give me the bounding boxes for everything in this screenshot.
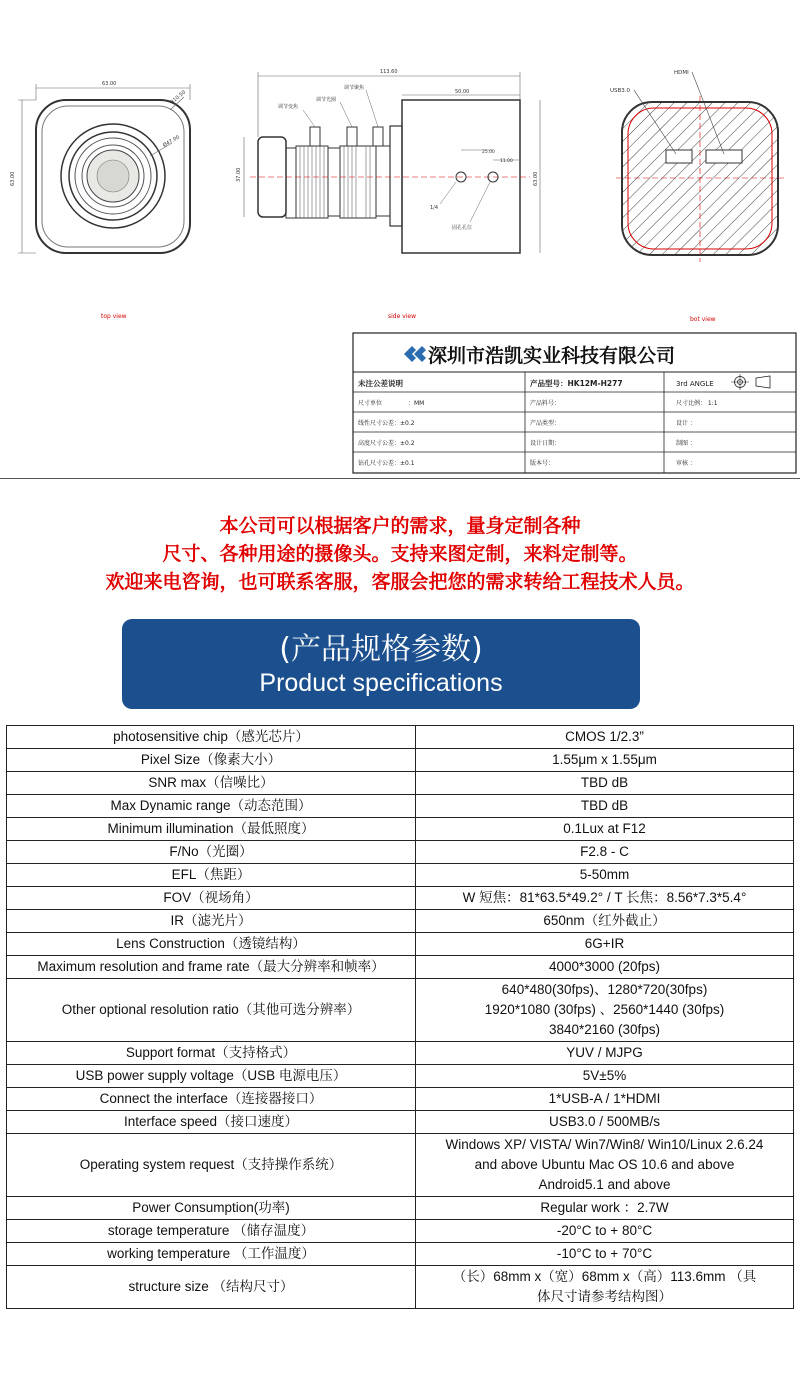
spec-key: Max Dynamic range（动态范围） (7, 795, 416, 818)
spec-key: IR（滤光片） (7, 910, 416, 933)
custom-notice (0, 512, 800, 596)
spec-key: Support format（支持格式） (7, 1042, 416, 1065)
spec-key: FOV（视场角） (7, 887, 416, 910)
tb-part-no: 产品料号： (530, 400, 561, 407)
side-label-thread: 1/4 (430, 205, 439, 211)
table-row (7, 1266, 794, 1309)
spec-value: YUV / MJPG (416, 1042, 794, 1065)
spec-key: USB power supply voltage（USB 电源电压） (7, 1065, 416, 1088)
spec-table (6, 725, 794, 1309)
spec-value: TBD dB (416, 772, 794, 795)
side-dim-hole-offset: 11.00 (500, 159, 513, 164)
spec-key: SNR max（信噪比） (7, 772, 416, 795)
top-dim-height: 63.00 (10, 171, 16, 186)
table-row (7, 979, 794, 1042)
tb-angle: 3rd ANGLE (676, 380, 714, 388)
spec-key: storage temperature （储存温度） (7, 1220, 416, 1243)
table-row (7, 1088, 794, 1111)
table-row (7, 1243, 794, 1266)
spec-value: Regular work ：2.7W (416, 1197, 794, 1220)
spec-value: 650nm（红外截止） (416, 910, 794, 933)
section-divider (0, 478, 800, 479)
top-dim-width: 63.00 (102, 81, 117, 87)
side-label-hole: 固孔孔位 (452, 225, 473, 231)
table-row (7, 956, 794, 979)
table-row (7, 1197, 794, 1220)
table-row (7, 841, 794, 864)
notice-line-1: 本公司可以根据客户的需求，量身定制各种 (219, 515, 581, 537)
side-dim-height: 37.00 (236, 167, 242, 182)
company-name: 深圳市浩凯实业科技有限公司 (428, 345, 676, 367)
table-row (7, 910, 794, 933)
spec-value: 5V±5% (416, 1065, 794, 1088)
tb-reviewer: 审核 ： (676, 460, 696, 467)
table-row (7, 795, 794, 818)
tb-design-date: 设计日期： (530, 440, 561, 447)
side-label-aperture: 调节光圈 (316, 97, 337, 103)
tb-version: 版本号： (530, 460, 555, 467)
spec-key: working temperature （工作温度） (7, 1243, 416, 1266)
title-block (353, 333, 796, 473)
spec-key: Pixel Size（像素大小） (7, 749, 416, 772)
tb-height-tol: 高度尺寸公差：±0.2 (358, 440, 415, 447)
spec-value: CMOS 1/2.3” (416, 726, 794, 749)
side-dim-body-height: 63.00 (533, 171, 539, 186)
spec-value: F2.8 - C (416, 841, 794, 864)
notice-line-2: 尺寸、各种用途的摄像头。支持来图定制，来料定制等。 (162, 543, 638, 565)
table-row (7, 864, 794, 887)
table-row (7, 749, 794, 772)
tb-product-type: 产品类型： (530, 420, 561, 427)
tb-linear-tol: 线性尺寸公差：±0.2 (358, 420, 415, 427)
spec-key: Connect the interface（连接器接口） (7, 1088, 416, 1111)
spec-value: 1*USB-A / 1*HDMI (416, 1088, 794, 1111)
table-row (7, 933, 794, 956)
spec-key: Other optional resolution ratio（其他可选分辨率） (7, 979, 416, 1042)
spec-key: Maximum resolution and frame rate（最大分辨率和帧率） (7, 956, 416, 979)
spec-value: 0.1Lux at F12 (416, 818, 794, 841)
bot-label-hdmi: HDMI (674, 70, 689, 76)
tb-scale: 尺寸比例： 1:1 (676, 400, 718, 407)
tb-drawer: 制图 ： (676, 440, 696, 447)
side-view (236, 69, 540, 320)
spec-key: Lens Construction（透镜结构） (7, 933, 416, 956)
table-row (7, 1220, 794, 1243)
tb-designer: 设计 ： (676, 420, 696, 427)
bot-label-usb: USB3.0 (610, 88, 631, 94)
table-row (7, 818, 794, 841)
spec-value: -10°C to + 70°C (416, 1243, 794, 1266)
spec-key: EFL（焦距） (7, 864, 416, 887)
spec-value: Windows XP/ VISTA/ Win7/Win8/ Win10/Linux 2.6.24 and above Ubuntu Mac OS 10.6 and above Android5.1 and above (416, 1134, 794, 1197)
spec-key: Operating system request（支持操作系统） (7, 1134, 416, 1197)
tb-hole-tol: 钻孔尺寸公差：±0.1 (358, 460, 415, 467)
spec-key: Minimum illumination（最低照度） (7, 818, 416, 841)
side-view-caption: side view (388, 313, 417, 320)
side-dim-total: 113.60 (380, 69, 398, 75)
bot-view-caption: bot view (690, 316, 716, 323)
table-row (7, 1111, 794, 1134)
spec-key: F/No（光圈） (7, 841, 416, 864)
table-row (7, 726, 794, 749)
spec-value: 4000*3000 (20fps) (416, 956, 794, 979)
tb-unit-label: 尺寸单位 (358, 400, 383, 407)
bot-view (610, 70, 784, 323)
spec-value: （长）68mm x（宽）68mm x（高）113.6mm （具 体尺寸请参考结构图） (416, 1266, 794, 1309)
tb-model: 产品型号：HK12M-H277 (530, 379, 623, 388)
spec-value: 6G+IR (416, 933, 794, 956)
side-dim-body: 50.00 (455, 89, 470, 95)
spec-key: structure size （结构尺寸） (7, 1266, 416, 1309)
spec-value: W 短焦：81*63.5*49.2° / T 长焦：8.56*7.3*5.4° (416, 887, 794, 910)
top-dim-lens: Ø47.00 (162, 134, 181, 149)
top-view (10, 81, 190, 320)
side-label-zoom: 调节变焦 (278, 104, 299, 110)
spec-banner (122, 619, 640, 709)
spec-value: 640*480(30fps)、1280*720(30fps) 1920*1080 (30fps) 、2560*1440 (30fps) 3840*2160 (30fps) (416, 979, 794, 1042)
table-row (7, 772, 794, 795)
banner-title-en: Product specifications (259, 669, 503, 697)
spec-value: TBD dB (416, 795, 794, 818)
spec-key: Power Consumption(功率) (7, 1197, 416, 1220)
table-row (7, 887, 794, 910)
side-dim-hole-spacing: 25.00 (482, 150, 495, 155)
table-row (7, 1042, 794, 1065)
spec-key: photosensitive chip（感光芯片） (7, 726, 416, 749)
top-view-caption: top view (101, 313, 127, 320)
notice-line-3: 欢迎来电咨询，也可联系客服，客服会把您的需求转给工程技术人员。 (105, 571, 695, 593)
spec-value: -20°C to + 80°C (416, 1220, 794, 1243)
spec-value: USB3.0 / 500MB/s (416, 1111, 794, 1134)
spec-key: Interface speed（接口速度） (7, 1111, 416, 1134)
banner-title-zh: (产品规格参数) (279, 632, 483, 667)
table-row (7, 1134, 794, 1197)
tb-tolerance-title: 未注公差说明 (358, 379, 403, 388)
spec-value: 5-50mm (416, 864, 794, 887)
table-row (7, 1065, 794, 1088)
tb-unit-value: ：MM (408, 400, 425, 407)
technical-drawing (0, 0, 800, 480)
spec-value: 1.55μm x 1.55μm (416, 749, 794, 772)
top-dim-radius: R10.50 (169, 89, 187, 106)
side-label-focus: 调节聚焦 (344, 85, 365, 91)
